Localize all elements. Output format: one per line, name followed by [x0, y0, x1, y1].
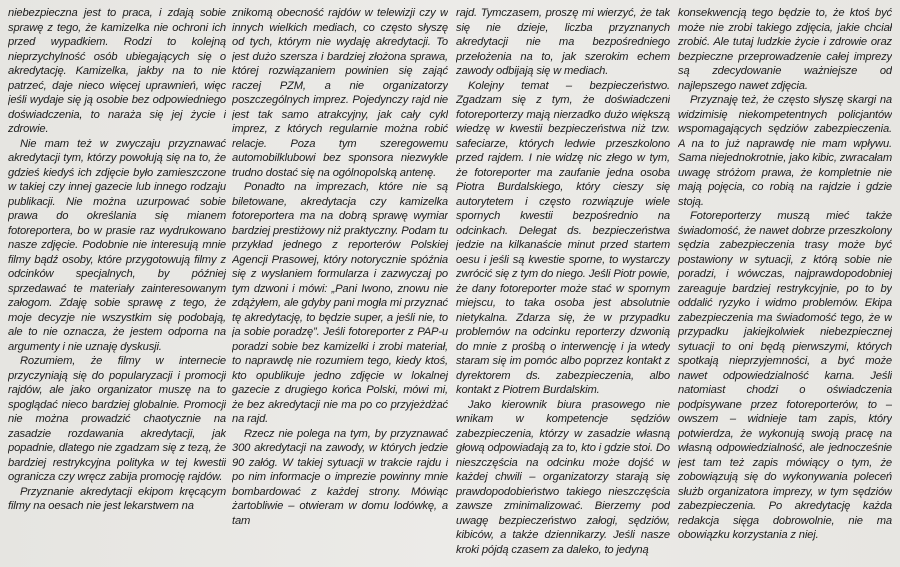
text-column-1	[8, 6, 226, 564]
text-column-3	[456, 6, 670, 564]
paragraph: Ponadto na imprezach, które nie są biletowane, akredytacja czy kamizelka fotoreportera ma na dobrą sprawę wymiar bardziej prestiżowy niż praktyczny. Podam tu przykład jednego z reporterów Polskiej Agencji Prasowej, który notorycznie spóźnia się z wysłaniem formularza i zazwyczaj po tym dzwoni i mówi: „Pani Iwono, znowu nie zdążyłem, ale gdyby pani mogła mi przyznać tę akredytację, to będzie super, a jeśli nie, to ja sobie poradzę”. Jeśli fotoreporter z PAP-u poradzi sobie bez kamizelki i zrobi materiał, to naprawdę nie rozumiem tego, kiedy ktoś, kto opublikuje jedno zdjęcie w lokalnej gazecie z drugiego końca Polski, mówi mi, że bez akredytacji nie ma po co przyjeżdżać na rajd.	[232, 181, 448, 425]
paragraph: Kolejny temat – bezpieczeństwo. Zgadzam się z tym, że doświadczeni fotoreporterzy mają nierzadko dużo większą wiedzę w kwestii bezpieczeństwa niż tzw. safeciarze, których ledwie przeszkolono przed rajdem. I nie widzę nic złego w tym, że fotoreporter ma zaufanie jedna osoba Piotra Burdalskiego, który cieszy się autorytetem i często rozwiązuje wiele spornych kwestii bezpośrednio na odcinkach. Delegat ds. bezpieczeństwa jedzie na kilkanaście minut przed startem oesu i jeśli są kwestie sporne, to wystarczy zwrócić się z tym do niego. Jeśli Piotr powie, że dany fotoreporter może stać w spornym miejscu, to taka osoba jest absolutnie nietykalna. Zdarza się, że w przypadku problemów na odcinku reporterzy dzwonią do mnie z prośbą o interwencję i ja wtedy staram się im pomóc albo poprzez kontakt z dyrektorem ds. zabezpieczenia, albo kontakt z Piotrem Burdalskim.	[456, 79, 670, 396]
paragraph: konsekwencją tego będzie to, że ktoś być może nie zrobi takiego zdjęcia, jakie chciał zrobić. Ale tutaj ludzkie życie i zdrowie oraz bezpieczne przeprowadzenie całej imprezy są zdecydowanie ważniejsze od najlepszego nawet zdjęcia.	[678, 7, 892, 92]
paragraph: Fotoreporterzy muszą mieć także świadomość, że nawet dobrze przeszkolony sędzia zabezpieczenia trasy może być postawiony w sytuacji, z którą sobie nie poradzi, i wówczas, najprawdopodobniej zareaguje bardziej restrykcyjnie, po to by oddalić ryzyko i widmo problemów. Ekipa zabezpieczenia ma świadomość tego, że w przypadku jakiejkolwiek niebezpiecznej sytuacji to oni będą pierwszymi, których spotkają nieprzyjemności, a być może nawet odpowiedzialność karna. Jeśli natomiast chodzi o oświadczenia podpisywane przez fotoreporterów, to – owszem – widnieje tam zapis, który potwierdza, że wykonują swoją pracę na własną odpowiedzialność, ale jednocześnie jest tam też zapis mówiący o tym, że zobowiązują się do wykonywania poleceń służb organizatora imprezy, w tym sędziów zabezpieczenia. Po akredytację każda redakcja sięga dobrowolnie, nie ma obowiązku korzystania z niej.	[678, 210, 892, 541]
paragraph: Jako kierownik biura prasowego nie wnikam w kompetencje sędziów zabezpieczenia, którzy w zasadzie własną głową odpowiadają za to, kto i gdzie stoi. Do nieszczęścia na odcinku może dojść w każdej chwili – organizatorzy starają się prawdopodobieństwo takiego nieszczęścia zawsze zminimalizować. Bierzemy pod uwagę bezpieczeństwo załogi, sędziów, kibiców, a także dziennikarzy. Jeśli nasze kroki pójdą czasem za daleko, to jedyną	[456, 398, 670, 556]
paragraph: Przyznaję też, że często słyszę skargi na widzimisię niekompetentnych policjantów wspomagających sędziów zabezpieczenia. A na to już naprawdę nie mam wpływu. Sama niejednokrotnie, jako kibic, zwracałam uwagę stróżom prawa, że kompletnie nie mają pojęcia, co robią na rajdzie i gdzie stoją.	[678, 94, 892, 208]
paragraph: Rozumiem, że filmy w internecie przyczyniają się do popularyzacji i promocji rajdów, ale jako organizator muszę na to spoglądać nieco bardziej globalnie. Promocji nie można prowadzić chaotycznie na zasadzie rozdawania akredytacji, jak popadnie, dlatego nie zgadzam się z tezą, że bardziej restrykcyjna polityka w tej kwestii ogranicza czy wręcz zabija promocję rajdów.	[8, 355, 226, 483]
paragraph: niebezpieczna jest to praca, i zdają sobie sprawę z tego, że kamizelka nie ochroni ich przed wypadkiem. Rodzi to kolejną nieprzychylność osób ubiegających się o akredytację. Kamizelka, jakby na to nie patrzeć, daje nieco więcej uprawnień, więc jeśli wydaje się ją osobie bez odpowiedniego doświadczenia, to naraża się jej życie i zdrowie.	[8, 7, 226, 135]
paragraph: znikomą obecność rajdów w telewizji czy w innych wielkich mediach, co często słyszę od tych, którym nie wydaję akredytacji. To jest dużo szersza i bardziej złożona sprawa, której rozwiązaniem powinien się zająć raczej PZM, a nie organizatorzy poszczególnych imprez. Pojedynczy rajd nie jest tak samo atrakcyjny, jak cały cykl imprez, z których regularnie można robić relacje. Poza tym szeregowemu automobilklubowi bez sponsora niezwykle trudno dostać się na ogólnopolską antenę.	[232, 7, 448, 179]
text-column-2	[232, 6, 448, 564]
paragraph: rajd. Tymczasem, proszę mi wierzyć, że tak się nie dzieje, liczba przyznanych akredytacji nie ma bezpośredniego przełożenia na to, jak szerokim echem zawody odbijają się w mediach.	[456, 7, 670, 77]
paragraph: Rzecz nie polega na tym, by przyznawać 300 akredytacji na zawody, w których jedzie 90 załóg. W takiej sytuacji w trakcie rajdu i po nim informacje o imprezie powinny mnie bombardować z każdej strony. Mówiąc żartobliwie – otwieram w domu lodówkę, a tam	[232, 427, 448, 527]
paragraph: Przyznanie akredytacji ekipom kręcącym filmy na oesach nie jest lekarstwem na	[8, 485, 226, 512]
text-column-4	[678, 6, 892, 564]
paragraph: Nie mam też w zwyczaju przyznawać akredytacji tym, którzy powołują się na to, że gdzieś kiedyś ich zdjęcie było zamieszczone w takiej czy innej gazecie lub innego rodzaju publikacji. Nie można uzurpować sobie prawa do określania się mianem fotoreportera, bo w prasie raz wydrukowano nasze zdjęcie. Podobnie nie interesują mnie filmy bądź osoby, które przygotowują filmy z odcinków specjalnych, by później sprzedawać te materiały zainteresowanym załogom. Zdaję sobie sprawę z tego, że moje decyzje nie wszystkim się podobają, ale to nie oznacza, że jestem odporna na argumenty i nie uznaję dyskusji.	[8, 137, 226, 353]
